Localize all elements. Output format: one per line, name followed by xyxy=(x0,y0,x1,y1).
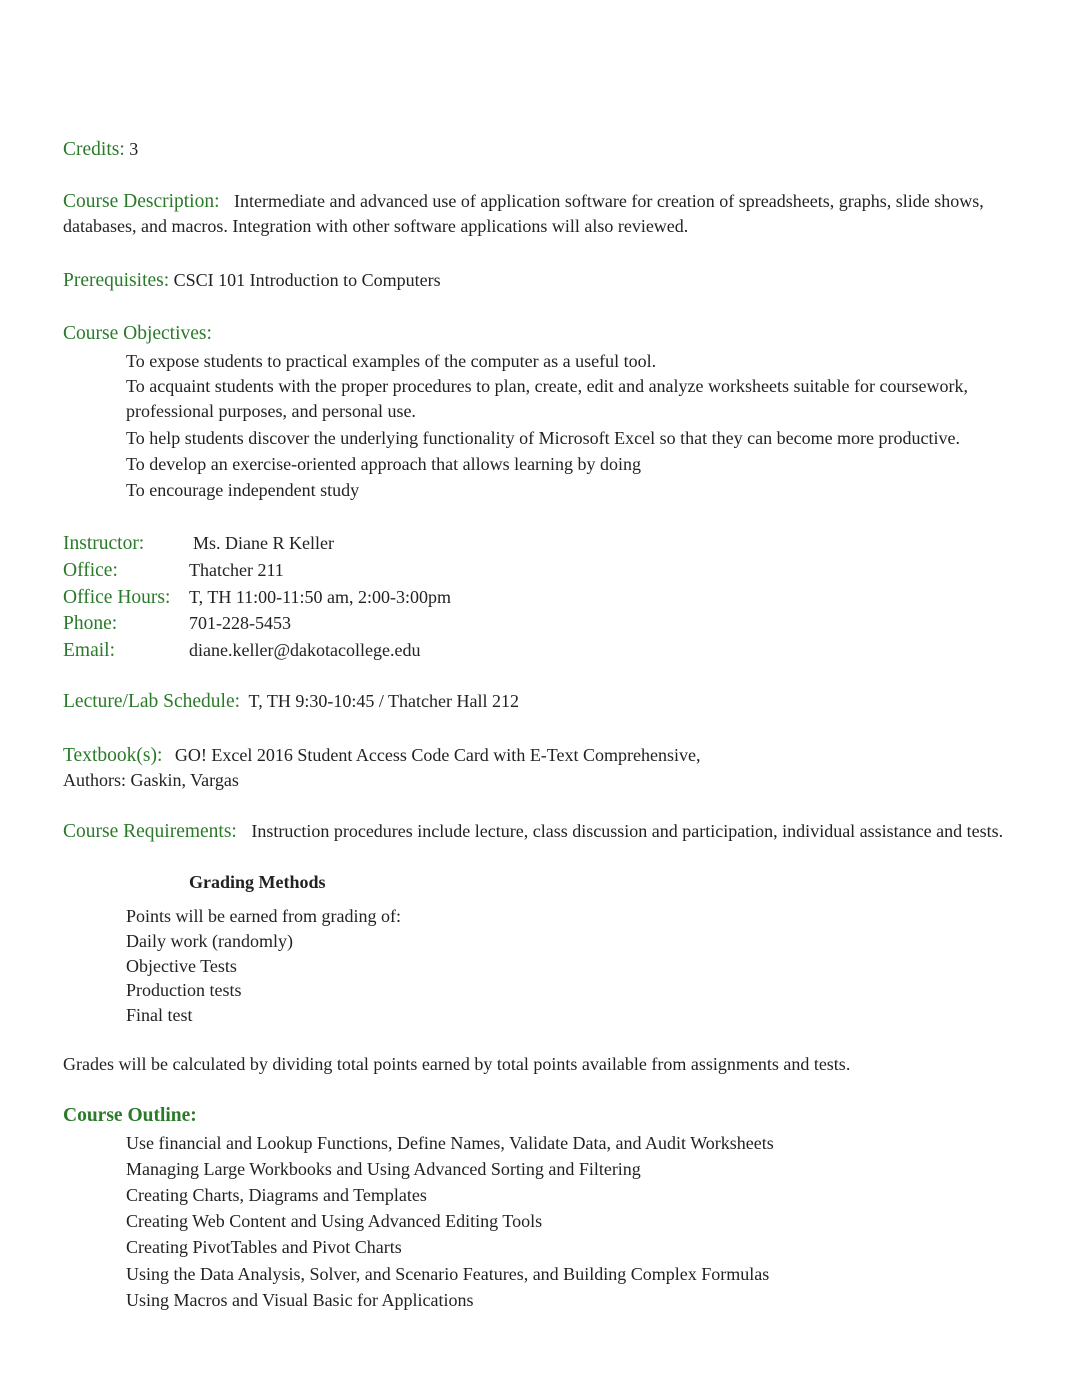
textbook-line xyxy=(63,742,701,769)
credits-label: Credits: xyxy=(63,139,125,160)
objective-item: To encourage independent study xyxy=(126,480,360,500)
objective-item: To help students discover the underlying functionality of Microsoft Excel so that they can become more productive. xyxy=(126,428,961,448)
textbook-title: GO! Excel 2016 Student Access Code Card with E-Text Comprehensive, xyxy=(174,745,701,765)
outline-item: Using Macros and Visual Basic for Applications xyxy=(126,1290,474,1310)
objective-item: To acquaint students with the proper procedures to plan, create, edit and analyze worksheets suitable for coursework, professional purposes, and personal use. xyxy=(126,376,968,421)
email-value[interactable]: diane.keller@dakotacollege.edu xyxy=(189,640,421,660)
phone-value: 701-228-5453 xyxy=(189,613,291,633)
office-hours-row xyxy=(63,584,451,611)
outline-item: Managing Large Workbooks and Using Advanced Sorting and Filtering xyxy=(126,1159,641,1179)
office-label: Office: xyxy=(63,560,118,581)
prerequisites-value: CSCI 101 Introduction to Computers xyxy=(173,270,441,290)
course-outline-label: Course Outline: xyxy=(63,1105,197,1126)
course-outline-heading xyxy=(63,1102,197,1129)
course-requirements-label: Course Requirements: xyxy=(63,821,237,842)
instructor-name: Ms. Diane R Keller xyxy=(193,533,334,553)
course-description-label: Course Description: xyxy=(63,191,220,212)
office-row xyxy=(63,557,284,584)
outline-item: Creating PivotTables and Pivot Charts xyxy=(126,1237,402,1257)
office-hours-value: T, TH 11:00-11:50 am, 2:00-3:00pm xyxy=(189,587,451,607)
course-description-text: Intermediate and advanced use of application software for creation of spreadsheets, graphs, slide shows, databases, and macros. Integration with other software applications will also reviewed. xyxy=(63,191,984,236)
outline-item: Creating Charts, Diagrams and Templates xyxy=(126,1185,427,1205)
course-objectives-heading xyxy=(63,320,212,347)
course-requirements-text: Instruction procedures include lecture, class discussion and participation, individual assistance and tests. xyxy=(251,821,1004,841)
outline-item: Creating Web Content and Using Advanced Editing Tools xyxy=(126,1211,543,1231)
textbook-label: Textbook(s): xyxy=(63,745,163,766)
outline-item: Use financial and Lookup Functions, Define Names, Validate Data, and Audit Worksheets xyxy=(126,1133,774,1153)
schedule-value: T, TH 9:30-10:45 / Thatcher Hall 212 xyxy=(248,691,519,711)
objective-item: To expose students to practical examples of the computer as a useful tool. xyxy=(126,351,657,371)
grading-summary: Grades will be calculated by dividing total points earned by total points available from assignments and tests. xyxy=(63,1054,851,1074)
grading-item: Points will be earned from grading of: xyxy=(126,906,401,926)
outline-item: Using the Data Analysis, Solver, and Scenario Features, and Building Complex Formulas xyxy=(126,1264,770,1284)
schedule-line xyxy=(63,688,519,715)
course-requirements xyxy=(63,819,1013,844)
credits-value: 3 xyxy=(129,139,139,159)
office-value: Thatcher 211 xyxy=(189,560,284,580)
phone-row xyxy=(63,610,291,637)
email-label: Email: xyxy=(63,640,115,661)
course-description xyxy=(63,189,1003,239)
instructor-label: Instructor: xyxy=(63,533,145,554)
grading-item: Production tests xyxy=(126,980,242,1000)
grading-item: Objective Tests xyxy=(126,956,237,976)
credits-line xyxy=(63,136,138,163)
course-objectives-label: Course Objectives: xyxy=(63,323,212,344)
grading-methods-heading: Grading Methods xyxy=(189,872,326,892)
email-row xyxy=(63,637,420,664)
instructor-row xyxy=(63,530,334,557)
office-hours-label: Office Hours: xyxy=(63,587,171,608)
schedule-label: Lecture/Lab Schedule: xyxy=(63,691,241,712)
prerequisites-line xyxy=(63,267,441,294)
grading-item: Final test xyxy=(126,1005,193,1025)
phone-label: Phone: xyxy=(63,613,118,634)
prerequisites-label: Prerequisites: xyxy=(63,270,170,291)
grading-item: Daily work (randomly) xyxy=(126,931,293,951)
objective-item: To develop an exercise-oriented approach that allows learning by doing xyxy=(126,454,642,474)
textbook-authors: Authors: Gaskin, Vargas xyxy=(63,770,239,790)
